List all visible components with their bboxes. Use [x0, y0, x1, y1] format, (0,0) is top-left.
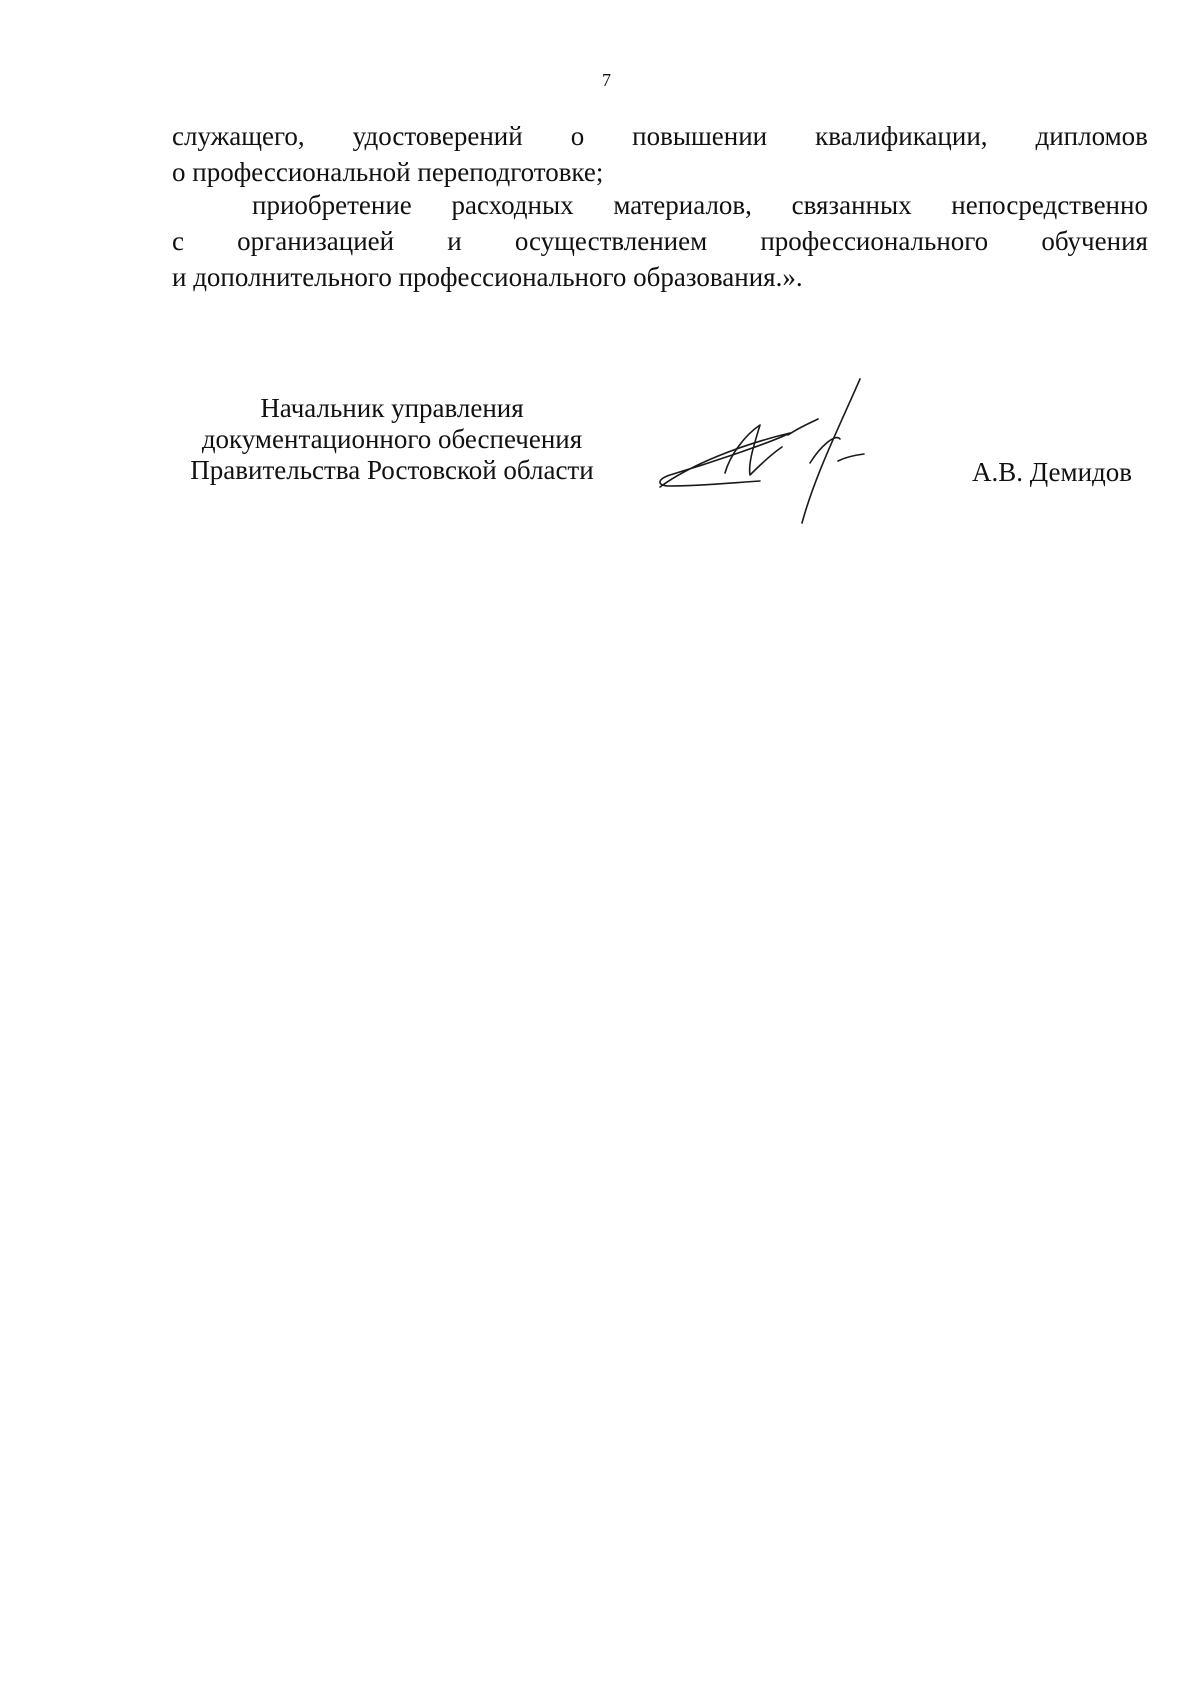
signatory-title-line-3: Правительства Ростовской области	[190, 455, 594, 485]
paragraph-2-line-1	[172, 187, 1148, 223]
word: с	[172, 226, 184, 256]
paragraph-2-line-3: и дополнительного профессионального образования.».	[172, 262, 803, 292]
paragraph-1-line-2: о профессиональной переподготовке;	[172, 157, 604, 187]
signature-stroke	[802, 379, 860, 523]
signer-name: А.В. Демидов	[972, 457, 1133, 487]
signature-stroke	[660, 433, 790, 487]
paragraph-2-line-2	[172, 223, 1148, 259]
word: дипломов	[1035, 121, 1148, 151]
signatory-title-line-2: документационного обеспечения	[201, 424, 583, 454]
word: повышении	[632, 121, 768, 151]
word: о	[570, 121, 585, 151]
word: связанных	[791, 190, 912, 220]
signature-stroke	[788, 419, 818, 435]
page-number: 7	[602, 70, 611, 90]
word: непосредственно	[951, 190, 1148, 220]
word: и	[447, 226, 462, 256]
paragraph-1-line-1	[172, 118, 1148, 154]
word: расходных	[451, 190, 574, 220]
signature-stroke	[838, 454, 864, 461]
paragraph-1	[172, 118, 1148, 190]
handwritten-signature	[650, 375, 950, 535]
signatory-title	[172, 393, 612, 486]
word: приобретение	[252, 190, 412, 220]
word: профессионального	[760, 226, 989, 256]
word: организацией	[237, 226, 395, 256]
word: обучения	[1041, 226, 1148, 256]
signatory-title-line-1: Начальник управления	[260, 393, 524, 423]
word: удостоверений	[352, 121, 523, 151]
paragraph-2	[172, 187, 1148, 295]
word: квалификации,	[815, 121, 988, 151]
word: осуществлением	[514, 226, 708, 256]
word: служащего,	[172, 121, 305, 151]
word: материалов,	[613, 190, 752, 220]
